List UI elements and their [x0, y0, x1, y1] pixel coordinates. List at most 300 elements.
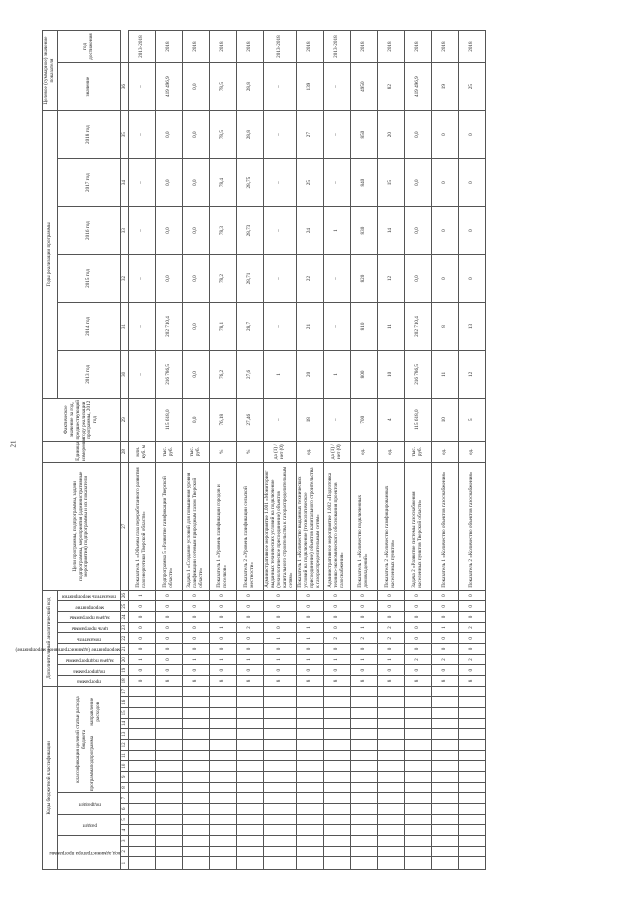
analytic-code-cell: 0	[210, 633, 237, 644]
year-value-cell: 11	[431, 350, 458, 398]
goal-cell: Подпрограмма 5 «Развитие газификации Тверской области»	[156, 462, 183, 590]
analytic-code-cell: 0	[404, 633, 431, 644]
analytic-code-cell: 0	[458, 644, 485, 655]
budget-code-cell	[431, 793, 458, 804]
year-value-cell: –	[323, 302, 350, 350]
goal-cell: Показатель 1 «Количество выданных технических условий на подключение (технологическое присоединение) объектов капитального строительства к газораспределительным сетям»	[296, 462, 323, 590]
budget-code-cell	[404, 740, 431, 751]
budget-code-cell	[296, 835, 323, 846]
budget-code-cell	[323, 782, 350, 793]
fact-header: Фактическое значение за год, предшествующий году реализации программы, 2012 год	[43, 398, 121, 441]
budget-code-cell	[129, 761, 156, 772]
budget-code-cell	[264, 793, 297, 804]
analytic-code-cell: 0	[156, 644, 183, 655]
unit-cell: млн. куб. м	[129, 441, 156, 462]
budget-code-cell	[296, 771, 323, 782]
budget-code-cell	[458, 771, 485, 782]
year-value-cell: 10	[377, 350, 404, 398]
analytic-code-cell: 0	[129, 633, 156, 644]
extra-col-header: показатель мероприятия	[58, 590, 121, 601]
extra-col-header: задача программы	[58, 612, 121, 623]
fact-cell: 700	[350, 398, 377, 441]
analytic-code-cell: 0	[431, 612, 458, 623]
budget-code-cell	[264, 825, 297, 836]
year-value-cell: –	[264, 255, 297, 303]
year-value-cell: 840	[350, 159, 377, 207]
year-value-cell: 24	[296, 207, 323, 255]
year-value-cell: 78,3	[210, 207, 237, 255]
fact-cell: 115 618,0	[156, 398, 183, 441]
budget-code-cell	[377, 718, 404, 729]
budget-code-cell	[296, 750, 323, 761]
budget-code-cell	[237, 803, 264, 814]
year-value-cell: 0,0	[183, 350, 210, 398]
budget-code-cell	[264, 814, 297, 825]
unit-cell: %	[210, 441, 237, 462]
table-row	[431, 31, 458, 870]
extra-col-header: цель программы	[58, 622, 121, 633]
budget-code-cell	[237, 750, 264, 761]
column-number: 27	[121, 462, 129, 590]
fact-cell: 0,0	[183, 398, 210, 441]
budget-code-cell	[404, 814, 431, 825]
analytic-code-cell: 0	[296, 601, 323, 612]
year-header: 2017 год	[58, 159, 121, 207]
analytic-code-cell: 0	[237, 612, 264, 623]
analytic-code-cell: 0	[156, 654, 183, 665]
budget-code-cell	[210, 686, 237, 697]
goal-cell: Показатель 1 «Объемы газа переработанного развития газоэнергетики Тверской области»	[129, 462, 156, 590]
year-value-cell: 0,0	[404, 255, 431, 303]
budget-code-cell	[210, 803, 237, 814]
analytic-code-cell: 0	[183, 633, 210, 644]
budget-code-cell	[458, 835, 485, 846]
fact-cell: –	[264, 398, 297, 441]
budget-code-cell	[156, 825, 183, 836]
year-value-cell: –	[129, 350, 156, 398]
budget-code-cell	[458, 708, 485, 719]
column-number: 18	[121, 676, 129, 687]
rotated-page	[15, 30, 597, 870]
final-value-cell: –	[264, 63, 297, 111]
budget-code-cell	[129, 686, 156, 697]
column-number: 6	[121, 803, 129, 814]
budget-code-cell	[296, 846, 323, 857]
budget-code-cell	[156, 697, 183, 708]
budget-code-cell	[264, 750, 297, 761]
goal-header: Цели программы, подпрограммы, задачи подпрограммы, мероприятия (административные мероприятия) подпрограммы и их показатели	[43, 462, 121, 590]
budget-code-cell	[350, 857, 377, 870]
budget-code-cell	[210, 740, 237, 751]
analytic-code-cell: 8	[458, 676, 485, 687]
column-number: 12	[121, 740, 129, 751]
analytic-code-cell: 0	[129, 622, 156, 633]
column-number: 14	[121, 718, 129, 729]
budget-code-cell	[264, 729, 297, 740]
year-value-cell: 8	[431, 302, 458, 350]
budget-code-cell	[183, 761, 210, 772]
table-row	[458, 31, 485, 870]
table-row	[183, 31, 210, 870]
budget-code-cell	[210, 761, 237, 772]
budget-code-cell	[404, 686, 431, 697]
program-table	[15, 30, 486, 870]
budget-code-cell	[210, 718, 237, 729]
analytic-code-cell: 8	[323, 676, 350, 687]
budget-code-cell	[129, 793, 156, 804]
year-value-cell: 0	[431, 159, 458, 207]
analytic-code-cell: 1	[296, 654, 323, 665]
analytic-code-cell: 0	[404, 644, 431, 655]
final-value-cell: 4950	[350, 63, 377, 111]
year-value-cell: 830	[350, 207, 377, 255]
budget-code-cell	[323, 857, 350, 870]
year-value-cell: 202 710,4	[156, 302, 183, 350]
budget-code-cell	[458, 793, 485, 804]
year-value-cell: 0	[458, 207, 485, 255]
budget-code-cell	[377, 803, 404, 814]
year-value-cell: 800	[350, 350, 377, 398]
analytic-code-cell: 2	[323, 633, 350, 644]
year-value-cell: 12	[458, 350, 485, 398]
extra-analytic-header: Дополнительный аналитический код	[43, 590, 58, 686]
budget-code-cell	[377, 793, 404, 804]
budget-code-cell	[210, 708, 237, 719]
analytic-code-cell: 0	[210, 665, 237, 676]
year-value-cell: 0,0	[404, 207, 431, 255]
year-value-cell: –	[264, 111, 297, 159]
unit-cell: тыс. руб.	[156, 441, 183, 462]
year-value-cell: 15	[377, 159, 404, 207]
budget-code-cell	[458, 697, 485, 708]
column-number: 33	[121, 207, 129, 255]
budget-code-cell	[183, 697, 210, 708]
analytic-code-cell: 0	[458, 590, 485, 601]
budget-code-cell	[210, 771, 237, 782]
budget-code-cell	[129, 846, 156, 857]
extra-col-header: подпрограмма	[58, 665, 121, 676]
budget-code-cell	[264, 803, 297, 814]
analytic-code-cell: 0	[323, 665, 350, 676]
budget-code-cell	[323, 835, 350, 846]
years-group-header: Годы реализации программы	[43, 111, 58, 399]
budget-code-cell	[377, 771, 404, 782]
table-row	[129, 31, 156, 870]
year-value-cell: 0	[431, 207, 458, 255]
final-year-cell: 2013-2018	[323, 31, 350, 63]
budget-code-cell	[350, 771, 377, 782]
budget-code-cell	[431, 708, 458, 719]
analytic-code-cell: 0	[350, 644, 377, 655]
unit-cell: ед.	[377, 441, 404, 462]
budget-code-cell	[296, 718, 323, 729]
analytic-code-cell: 8	[156, 676, 183, 687]
column-number: 1	[121, 857, 129, 870]
budget-code-cell	[350, 708, 377, 719]
budget-code-cell	[404, 857, 431, 870]
budget-code-cell	[296, 697, 323, 708]
final-value-cell: 78,5	[210, 63, 237, 111]
year-value-cell: 0	[458, 111, 485, 159]
budget-code-cell	[237, 782, 264, 793]
final-year-cell: 2013-2018	[264, 31, 297, 63]
analytic-code-cell: 2	[404, 654, 431, 665]
column-number: 8	[121, 782, 129, 793]
year-value-cell: 12	[377, 255, 404, 303]
page-number: 21	[9, 440, 18, 448]
year-value-cell: 0,0	[183, 302, 210, 350]
analytic-code-cell: 8	[296, 676, 323, 687]
analytic-code-cell: 0	[264, 665, 297, 676]
analytic-code-cell: 0	[264, 612, 297, 623]
column-number: 9	[121, 771, 129, 782]
budget-code-cell	[350, 761, 377, 772]
final-year-cell: 2018	[237, 31, 264, 63]
year-value-cell: 78,5	[210, 111, 237, 159]
budget-code-cell	[350, 835, 377, 846]
year-value-cell: 78,2	[210, 255, 237, 303]
analytic-code-cell: 1	[237, 654, 264, 665]
extra-col-header: мероприятие	[58, 601, 121, 612]
table-row	[237, 31, 264, 870]
year-value-cell: 28,7	[237, 302, 264, 350]
analytic-code-cell: 2	[377, 633, 404, 644]
year-value-cell: 0,0	[156, 111, 183, 159]
budget-code-cell	[431, 782, 458, 793]
year-value-cell: 28,71	[237, 255, 264, 303]
budget-code-cell	[323, 803, 350, 814]
analytic-code-cell: 8	[377, 676, 404, 687]
budget-code-cell	[431, 846, 458, 857]
budget-code-cell	[129, 708, 156, 719]
year-value-cell: 27	[296, 111, 323, 159]
budget-code-cell	[156, 846, 183, 857]
analytic-code-cell: 2	[458, 654, 485, 665]
year-value-cell: 850	[350, 111, 377, 159]
budget-code-cell	[183, 835, 210, 846]
budget-code-cell	[237, 846, 264, 857]
budget-code-cell	[404, 782, 431, 793]
budget-code-cell	[210, 857, 237, 870]
analytic-code-cell: 0	[323, 601, 350, 612]
year-value-cell: 0,0	[183, 255, 210, 303]
fact-cell: 27,46	[237, 398, 264, 441]
budget-code-cell	[431, 814, 458, 825]
budget-code-cell	[264, 857, 297, 870]
budget-code-cell	[264, 771, 297, 782]
budget-code-cell	[323, 729, 350, 740]
table-row	[296, 31, 323, 870]
budget-code-cell	[431, 771, 458, 782]
analytic-code-cell: 0	[404, 665, 431, 676]
budget-code-cell	[404, 835, 431, 846]
goal-cell: Показатель 1 «Количество подключенных домовладений»	[350, 462, 377, 590]
fact-cell	[129, 398, 156, 441]
analytic-code-cell: 0	[323, 612, 350, 623]
budget-code-cell	[350, 750, 377, 761]
analytic-code-cell: 0	[431, 601, 458, 612]
budget-code-cell	[210, 835, 237, 846]
analytic-code-cell: 1	[129, 654, 156, 665]
year-value-cell: 20	[296, 350, 323, 398]
budget-code-cell	[264, 846, 297, 857]
analytic-code-cell: 0	[210, 590, 237, 601]
analytic-code-cell: 0	[129, 644, 156, 655]
unit-cell: тыс. руб.	[183, 441, 210, 462]
year-value-cell: 21	[296, 302, 323, 350]
budget-code-cell	[431, 835, 458, 846]
year-header: 2018 год	[58, 111, 121, 159]
budget-code-cell	[183, 782, 210, 793]
budget-code-cell	[458, 814, 485, 825]
budget-code-cell	[156, 708, 183, 719]
final-value-cell: 25	[458, 63, 485, 111]
budget-code-cell	[183, 740, 210, 751]
budget-code-cell	[129, 825, 156, 836]
budget-code-cell	[323, 825, 350, 836]
budget-code-cell	[156, 761, 183, 772]
analytic-code-cell: 0	[377, 612, 404, 623]
year-header: 2016 год	[58, 207, 121, 255]
direction-sublabel: направление расходов	[89, 697, 101, 726]
budget-code-cell	[156, 782, 183, 793]
year-value-cell: 0	[431, 111, 458, 159]
final-year-cell: 2018	[156, 31, 183, 63]
budget-code-cell	[350, 846, 377, 857]
column-number: 11	[121, 750, 129, 761]
budget-code-cell	[404, 750, 431, 761]
column-number: 13	[121, 729, 129, 740]
column-number: 34	[121, 159, 129, 207]
year-value-cell: 25	[296, 159, 323, 207]
year-value-cell: 0,0	[156, 255, 183, 303]
column-number: 35	[121, 111, 129, 159]
budget-code-cell	[377, 825, 404, 836]
year-value-cell: 0	[458, 255, 485, 303]
budget-code-cell	[404, 846, 431, 857]
budget-code-cell	[458, 857, 485, 870]
budget-code-cell	[156, 750, 183, 761]
final-value-cell: –	[129, 63, 156, 111]
budget-code-cell	[323, 750, 350, 761]
budget-code-cell	[237, 686, 264, 697]
year-value-cell: –	[264, 302, 297, 350]
analytic-code-cell: 0	[431, 590, 458, 601]
analytic-code-cell: 8	[431, 676, 458, 687]
year-value-cell: 11	[377, 302, 404, 350]
budget-code-cell	[350, 686, 377, 697]
goal-cell: Показатель 2 «Уровень газификации сельской местности»	[237, 462, 264, 590]
budget-code-cell	[296, 708, 323, 719]
budget-code-cell	[237, 697, 264, 708]
budget-code-cell	[237, 729, 264, 740]
year-value-cell: 0	[431, 255, 458, 303]
year-value-cell: 1	[323, 207, 350, 255]
analytic-code-cell: 1	[210, 654, 237, 665]
unit-cell: ед.	[296, 441, 323, 462]
final-value-cell: 19	[431, 63, 458, 111]
final-value-cell: 28,8	[237, 63, 264, 111]
unit-cell: ед.	[458, 441, 485, 462]
budget-code-cell	[183, 793, 210, 804]
year-value-cell: –	[129, 207, 156, 255]
budget-code-cell	[183, 825, 210, 836]
analytic-code-cell: 0	[350, 590, 377, 601]
budget-code-cell	[129, 750, 156, 761]
budget-code-cell	[377, 740, 404, 751]
budget-code-cell	[183, 814, 210, 825]
table-row	[350, 31, 377, 870]
unit-cell: да (1) / нет (0)	[264, 441, 297, 462]
budget-code-cell	[350, 793, 377, 804]
column-number: 25	[121, 601, 129, 612]
year-value-cell: –	[264, 159, 297, 207]
budget-code-cell	[156, 814, 183, 825]
analytic-code-cell: 0	[404, 612, 431, 623]
expense-class-label: классификация целевой статьи расхода бюджета	[75, 696, 88, 783]
column-number: 28	[121, 441, 129, 462]
extra-col-header: мероприятие (административное мероприятие)	[58, 644, 121, 655]
budget-code-cell	[458, 803, 485, 814]
analytic-code-cell: 0	[458, 665, 485, 676]
budget-code-cell	[323, 718, 350, 729]
analytic-code-cell: 0	[237, 590, 264, 601]
final-value-cell: 419 496,9	[156, 63, 183, 111]
budget-code-cell	[377, 708, 404, 719]
analytic-code-cell: 1	[264, 633, 297, 644]
budget-code-cell	[404, 793, 431, 804]
budget-code-cell	[296, 857, 323, 870]
budget-code-cell	[129, 835, 156, 846]
final-value-cell: 0,0	[183, 63, 210, 111]
analytic-code-cell: 0	[183, 622, 210, 633]
budget-code-cell	[323, 697, 350, 708]
final-year-cell: 2018	[377, 31, 404, 63]
codes-group-header: Коды бюджетной классификации	[43, 686, 58, 869]
budget-code-cell	[296, 782, 323, 793]
analytic-code-cell: 0	[264, 644, 297, 655]
year-value-cell: 0,0	[183, 111, 210, 159]
budget-code-cell	[458, 740, 485, 751]
program-sublabel: программа	[89, 767, 95, 792]
year-value-cell: –	[323, 255, 350, 303]
subprogram-sublabel: подпрограмма	[89, 735, 95, 768]
budget-code-cell	[264, 708, 297, 719]
final-year-cell: 2018	[458, 31, 485, 63]
analytic-code-cell: 2	[350, 633, 377, 644]
final-year-cell: 2013-2018	[129, 31, 156, 63]
budget-code-cell	[183, 846, 210, 857]
budget-code-cell	[237, 740, 264, 751]
budget-code-cell	[458, 718, 485, 729]
budget-code-cell	[323, 793, 350, 804]
unit-cell: ед.	[431, 441, 458, 462]
budget-code-cell	[183, 686, 210, 697]
analytic-code-cell: 0	[156, 612, 183, 623]
budget-code-cell	[210, 846, 237, 857]
year-value-cell: –	[129, 255, 156, 303]
analytic-code-cell: 0	[323, 644, 350, 655]
analytic-code-cell: 0	[264, 601, 297, 612]
analytic-code-cell: 0	[296, 665, 323, 676]
column-number: 31	[121, 302, 129, 350]
table-row	[323, 31, 350, 870]
year-value-cell: 76,2	[210, 350, 237, 398]
budget-code-cell	[264, 782, 297, 793]
budget-code-cell	[377, 782, 404, 793]
analytic-code-cell: 0	[210, 612, 237, 623]
analytic-code-cell: 0	[237, 633, 264, 644]
